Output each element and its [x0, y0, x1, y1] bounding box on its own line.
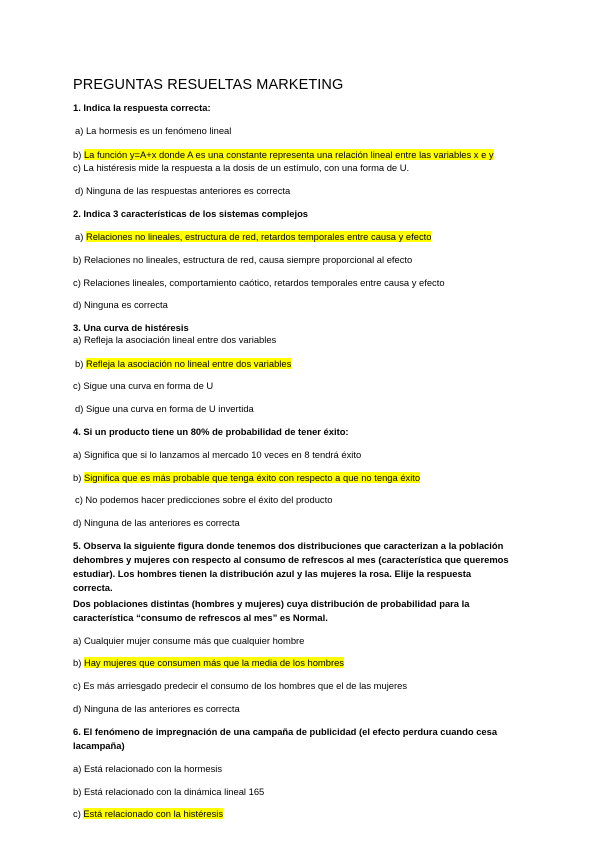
q4-option-d: d) Ninguna de las anteriores es correcta: [73, 517, 240, 528]
q3-option-b-highlighted-answer: Refleja la asociación no lineal entre dos variables: [85, 358, 292, 369]
q4-option-b-highlighted-answer: Significa que es más probable que tenga éxito con respecto a que no tenga éxito: [83, 472, 421, 483]
q6-option-c: [73, 808, 223, 820]
q5-option-d: d) Ninguna de las anteriores es correcta: [73, 703, 240, 714]
q4-option-a: a) Significa que si lo lanzamos al mercado 10 veces en 8 tendrá éxito: [73, 449, 362, 460]
page-title: PREGUNTAS RESUELTAS MARKETING: [73, 77, 344, 93]
q5-option-b-highlighted-answer: Hay mujeres que consumen más que la media de los hombres: [83, 657, 344, 668]
q5-option-b-prefix: b): [73, 657, 84, 668]
q1-option-c: c) La histéresis mide la respuesta a la dosis de un estímulo, con una forma de U.: [73, 162, 410, 173]
q1-option-d: d) Ninguna de las respuestas anteriores es correcta: [75, 185, 291, 196]
question-5-line: Dos poblaciones distintas (hombres y mujeres) cuya distribución de probabilidad para la: [73, 598, 470, 609]
question-5-line: dehombres y mujeres con respecto al consumo de refrescos al mes (característica que queremos: [73, 554, 509, 565]
q3-option-b: [75, 358, 291, 370]
q1-option-b: [73, 149, 494, 161]
q6-option-c-prefix: c): [73, 808, 84, 819]
q5-option-a: a) Cualquier mujer consume más que cualquier hombre: [73, 635, 305, 646]
q5-option-c: c) Es más arriesgado predecir el consumo de los hombres que el de las mujeres: [73, 680, 408, 691]
question-6-line: lacampaña): [73, 740, 125, 751]
q2-option-a: [75, 231, 431, 243]
question-5-line: correcta.: [73, 582, 113, 593]
q4-option-b-prefix: b): [73, 472, 84, 483]
q4-option-b: [73, 472, 420, 484]
q4-option-c: c) No podemos hacer predicciones sobre el éxito del producto: [75, 494, 333, 505]
question-2: 2. Indica 3 características de los sistemas complejos: [73, 208, 309, 219]
q3-option-d: d) Sigue una curva en forma de U invertida: [75, 403, 254, 414]
q3-option-c: c) Sigue una curva en forma de U: [73, 380, 214, 391]
q2-option-b: b) Relaciones no lineales, estructura de red, causa siempre proporcional al efecto: [73, 254, 413, 265]
q1-option-a: a) La hormesis es un fenómeno lineal: [75, 125, 232, 136]
q6-option-c-highlighted-answer: Está relacionado con la histéresis: [83, 808, 224, 819]
q3-option-b-prefix: b): [75, 358, 86, 369]
question-5-line: característica “consumo de refrescos al mes” es Normal.: [73, 612, 328, 623]
q1-option-b-prefix: b): [73, 149, 84, 160]
question-6-line: 6. El fenómeno de impregnación de una campaña de publicidad (el efecto perdura cuando cesa: [73, 726, 498, 737]
q5-option-b: [73, 657, 344, 669]
q2-option-c: c) Relaciones lineales, comportamiento caótico, retardos temporales entre causa y efecto: [73, 277, 445, 288]
question-4: 4. Si un producto tiene un 80% de probabilidad de tener éxito:: [73, 426, 349, 437]
question-5-line: estudiar). Los hombres tienen la distribución azul y las mujeres la rosa. Elije la respuesta: [73, 568, 472, 579]
q6-option-a: a) Está relacionado con la hormesis: [73, 763, 223, 774]
q2-option-a-prefix: a): [75, 231, 86, 242]
q6-option-b: b) Está relacionado con la dinámica lineal 165: [73, 786, 265, 797]
question-3: 3. Una curva de histéresis: [73, 322, 189, 333]
q2-option-d: d) Ninguna es correcta: [73, 299, 168, 310]
q1-option-b-highlighted-answer: La función y=A+x donde A es una constante representa una relación lineal entre las variables x e y: [83, 149, 494, 160]
q2-option-a-highlighted-answer: Relaciones no lineales, estructura de red, retardos temporales entre causa y efecto: [85, 231, 432, 242]
q3-option-a: a) Refleja la asociación lineal entre dos variables: [73, 334, 277, 345]
question-1: 1. Indica la respuesta correcta:: [73, 102, 211, 113]
question-5-line: 5. Observa la siguiente figura donde tenemos dos distribuciones que caracterizan a la población: [73, 540, 504, 551]
